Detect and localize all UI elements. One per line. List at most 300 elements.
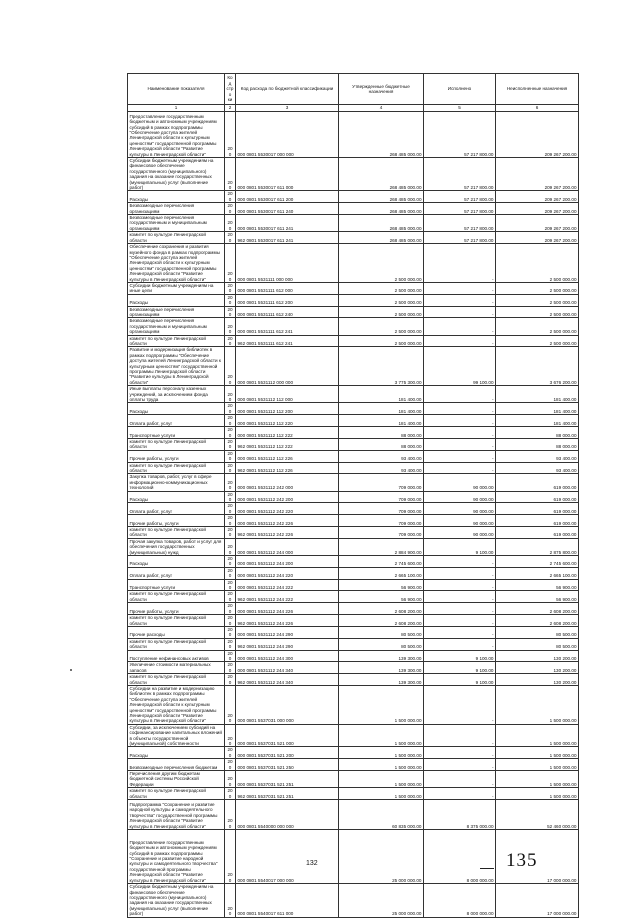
- row-name: Расходы: [128, 747, 225, 759]
- row-executed: 8 000 000.00: [424, 884, 496, 917]
- row-executed: 8 375 000.00: [424, 800, 496, 830]
- column-number: 1: [128, 105, 225, 112]
- row-unexecuted: 2 500 000.00: [496, 306, 579, 318]
- row-kbk: 000 0801 5531112 112 220: [236, 415, 339, 427]
- row-executed: 99 100.00: [424, 347, 496, 386]
- table-row: [128, 112, 579, 158]
- row-name: Развитие и модернизация библиотек в рамках подпрограммы "Обеспечение доступа жителей Ленинградской области к культурным ценностям" государственной программы Ленинградской области "Развитие культуры в Ленинградской области": [128, 347, 225, 386]
- row-line-code: 200: [225, 579, 236, 591]
- row-line-code: 200: [225, 450, 236, 462]
- row-executed: -: [424, 415, 496, 427]
- row-executed: -: [424, 591, 496, 603]
- row-kbk: 000 0801 5531112 244 222: [236, 579, 339, 591]
- row-executed: -: [424, 282, 496, 294]
- row-line-code: 200: [225, 438, 236, 450]
- row-name: Поступление нефинансовых активов: [128, 650, 225, 662]
- row-approved: 56 900.00: [339, 591, 424, 603]
- table-row: [128, 603, 579, 615]
- row-kbk: 962 0801 5531112 244 340: [236, 674, 339, 686]
- row-line-code: 200: [225, 347, 236, 386]
- row-name: Оплата работ, услуг: [128, 567, 225, 579]
- row-unexecuted: 2 875 800.00: [496, 538, 579, 555]
- table-row: [128, 567, 579, 579]
- row-unexecuted: 52 460 000.00: [496, 800, 579, 830]
- row-line-code: 200: [225, 800, 236, 830]
- row-line-code: 200: [225, 662, 236, 674]
- row-executed: 57 217 800.00: [424, 232, 496, 244]
- row-line-code: 200: [225, 567, 236, 579]
- table-row: [128, 747, 579, 759]
- row-approved: 2 884 900.00: [339, 538, 424, 555]
- row-name: комитет по культуре Ленинградской области: [128, 462, 225, 474]
- row-name: комитет по культуре Ленинградской области: [128, 788, 225, 800]
- table-row: [128, 491, 579, 503]
- table-row: [128, 438, 579, 450]
- row-approved: 1 500 000.00: [339, 771, 424, 788]
- table-row: [128, 674, 579, 686]
- row-approved: 709 000.00: [339, 527, 424, 539]
- row-executed: 90 000.00: [424, 474, 496, 491]
- row-kbk: 000 0801 5531112 112 226: [236, 450, 339, 462]
- table-row: [128, 306, 579, 318]
- row-unexecuted: 619 000.00: [496, 515, 579, 527]
- row-line-code: 200: [225, 650, 236, 662]
- row-line-code: 200: [225, 830, 236, 884]
- column-number-row: [128, 105, 579, 112]
- row-executed: 57 217 800.00: [424, 191, 496, 203]
- table-row: [128, 335, 579, 347]
- row-line-code: 200: [225, 427, 236, 439]
- row-kbk: 000 0801 5531112 244 290: [236, 626, 339, 638]
- row-line-code: 200: [225, 771, 236, 788]
- table-row: [128, 615, 579, 627]
- row-executed: 90 000.00: [424, 503, 496, 515]
- row-unexecuted: 88 000.00: [496, 438, 579, 450]
- row-executed: -: [424, 759, 496, 771]
- footer-dash: [480, 868, 494, 869]
- row-unexecuted: 209 267 200.00: [496, 232, 579, 244]
- row-kbk: 962 0801 5531112 242 226: [236, 527, 339, 539]
- row-unexecuted: 1 500 000.00: [496, 724, 579, 747]
- row-kbk: 000 0801 5530017 611 241: [236, 215, 339, 232]
- row-executed: -: [424, 603, 496, 615]
- row-approved: 2 500 000.00: [339, 335, 424, 347]
- row-approved: 25 000 000.00: [339, 884, 424, 917]
- row-line-code: 200: [225, 788, 236, 800]
- row-kbk: 000 0801 5540017 611 000: [236, 884, 339, 917]
- table-row: [128, 515, 579, 527]
- row-executed: 9 100.00: [424, 650, 496, 662]
- table-row: [128, 759, 579, 771]
- row-kbk: 000 0801 5531111 612 241: [236, 318, 339, 335]
- row-unexecuted: 93 400.00: [496, 450, 579, 462]
- row-name: Оплата работ, услуг: [128, 415, 225, 427]
- row-line-code: 200: [225, 112, 236, 158]
- row-unexecuted: 1 500 000.00: [496, 685, 579, 724]
- row-name: Обеспечение сохранения и развития музейного фонда в рамках подпрограммы "Обеспечение доступа жителей Ленинградской области к культурным ценностям" государственной программы Ленинградской области "Развитие культуры в Ленинградской области": [128, 244, 225, 283]
- row-kbk: 000 0801 5531112 112 000: [236, 386, 339, 403]
- row-approved: 80 500.00: [339, 626, 424, 638]
- row-kbk: 000 0801 5531112 112 222: [236, 427, 339, 439]
- table-row: [128, 527, 579, 539]
- header-approved: Утвержденные бюджетные назначения: [339, 74, 424, 105]
- row-unexecuted: 80 500.00: [496, 626, 579, 638]
- row-approved: 88 000.00: [339, 427, 424, 439]
- table-row: [128, 203, 579, 215]
- row-kbk: 000 0801 5530017 611 240: [236, 203, 339, 215]
- row-approved: 3 775 300.00: [339, 347, 424, 386]
- row-line-code: 200: [225, 685, 236, 724]
- row-kbk: 000 0801 5540000 000 000: [236, 800, 339, 830]
- row-executed: 9 100.00: [424, 674, 496, 686]
- row-name: комитет по культуре Ленинградской области: [128, 674, 225, 686]
- row-name: Субсидии бюджетным учреждениям на финансовое обеспечение государственного (муниципального) задания на оказание государственных (муниципальных) услуг (выполнение работ): [128, 884, 225, 917]
- row-name: Безвозмездные перечисления государственным и муниципальным организациям: [128, 215, 225, 232]
- table-row: [128, 626, 579, 638]
- table-row: [128, 191, 579, 203]
- row-executed: -: [424, 438, 496, 450]
- row-name: Субсидии, за исключением субсидий на софинансирование капитальных вложений в объекты государственной (муниципальной) собственности: [128, 724, 225, 747]
- table-row: [128, 771, 579, 788]
- row-unexecuted: 619 000.00: [496, 474, 579, 491]
- row-name: Транспортные услуги: [128, 427, 225, 439]
- row-unexecuted: 2 500 000.00: [496, 244, 579, 283]
- row-executed: -: [424, 294, 496, 306]
- row-line-code: 200: [225, 191, 236, 203]
- row-executed: -: [424, 306, 496, 318]
- handwritten-page-number: 135: [506, 850, 538, 871]
- row-approved: 139 300.00: [339, 674, 424, 686]
- row-executed: 90 000.00: [424, 491, 496, 503]
- row-unexecuted: 209 267 200.00: [496, 112, 579, 158]
- row-executed: -: [424, 685, 496, 724]
- row-executed: -: [424, 724, 496, 747]
- row-name: Безвозмездные перечисления государственным и муниципальным организациям: [128, 318, 225, 335]
- row-line-code: 200: [225, 747, 236, 759]
- row-name: Субсидии на развитие и модернизацию библиотек в рамках подпрограммы "Обеспечение доступа жителей Ленинградской области к культурным ценностям" государственной программы Ленинградской области "Развитие культуры в Ленинградской области": [128, 685, 225, 724]
- row-unexecuted: 130 200.00: [496, 662, 579, 674]
- row-unexecuted: 3 676 200.00: [496, 347, 579, 386]
- row-name: Прочие расходы: [128, 626, 225, 638]
- row-unexecuted: 619 000.00: [496, 527, 579, 539]
- row-approved: 268 485 000.00: [339, 203, 424, 215]
- row-kbk: 962 0801 5531112 112 226: [236, 462, 339, 474]
- row-approved: 709 000.00: [339, 515, 424, 527]
- row-name: Расходы: [128, 294, 225, 306]
- row-kbk: 962 0801 5531112 244 226: [236, 615, 339, 627]
- row-unexecuted: 181 400.00: [496, 386, 579, 403]
- row-line-code: 200: [225, 203, 236, 215]
- row-line-code: 200: [225, 294, 236, 306]
- row-kbk: 000 0801 5531112 242 220: [236, 503, 339, 515]
- row-approved: 2 500 000.00: [339, 318, 424, 335]
- table-row: [128, 244, 579, 283]
- column-number: 6: [496, 105, 579, 112]
- row-name: Безвозмездные перечисления организациям: [128, 306, 225, 318]
- row-approved: 1 500 000.00: [339, 724, 424, 747]
- row-unexecuted: 130 200.00: [496, 650, 579, 662]
- row-executed: 57 217 800.00: [424, 158, 496, 191]
- row-kbk: 000 0801 5531111 612 000: [236, 282, 339, 294]
- row-name: Подпрограмма "Сохранение и развитие народной культуры и самодеятельного творчества" государственной программы Ленинградской области "Развитие культуры в Ленинградской области": [128, 800, 225, 830]
- column-number: 4: [339, 105, 424, 112]
- row-name: Прочие работы, услуги: [128, 450, 225, 462]
- table-row: [128, 403, 579, 415]
- row-line-code: 200: [225, 527, 236, 539]
- table-row: [128, 800, 579, 830]
- row-line-code: 200: [225, 386, 236, 403]
- row-line-code: 200: [225, 282, 236, 294]
- row-unexecuted: 80 500.00: [496, 638, 579, 650]
- row-unexecuted: 209 267 200.00: [496, 215, 579, 232]
- budget-execution-table: [127, 73, 579, 918]
- column-number: 3: [236, 105, 339, 112]
- row-name: Предоставление государственным бюджетным и автономным учреждениям субсидий в рамках подпрограммы "Обеспечение доступа жителей Ленинградской области к культурным ценностям" государственной программы Ленинградской области "Развитие культуры в Ленинградской области": [128, 112, 225, 158]
- row-line-code: 200: [225, 491, 236, 503]
- row-line-code: 200: [225, 232, 236, 244]
- row-unexecuted: 2 608 200.00: [496, 615, 579, 627]
- row-kbk: 000 0801 5531112 244 200: [236, 556, 339, 568]
- table-row: [128, 415, 579, 427]
- row-name: Перечисления другим бюджетам бюджетной системы Российской Федерации: [128, 771, 225, 788]
- row-kbk: 000 0801 5531112 244 226: [236, 603, 339, 615]
- row-kbk: 000 0801 5531111 000 000: [236, 244, 339, 283]
- row-kbk: 000 0801 5531112 112 200: [236, 403, 339, 415]
- row-name: Прочая закупка товаров, работ и услуг для обеспечения государственных (муниципальных) нужд: [128, 538, 225, 555]
- row-name: Прочие работы, услуги: [128, 515, 225, 527]
- row-kbk: 000 0801 5537031 521 200: [236, 747, 339, 759]
- row-unexecuted: 93 400.00: [496, 462, 579, 474]
- header-unexecuted: Неисполненные назначения: [496, 74, 579, 105]
- row-unexecuted: 619 000.00: [496, 503, 579, 515]
- row-kbk: 000 0801 5531112 242 000: [236, 474, 339, 491]
- table-row: [128, 503, 579, 515]
- row-kbk: 000 0801 5531111 612 240: [236, 306, 339, 318]
- header-line-code: Код стро ки: [225, 74, 236, 105]
- row-line-code: 200: [225, 318, 236, 335]
- row-unexecuted: 1 500 000.00: [496, 759, 579, 771]
- row-line-code: 200: [225, 503, 236, 515]
- table-row: [128, 215, 579, 232]
- row-kbk: 000 0801 5531112 244 300: [236, 650, 339, 662]
- row-line-code: 200: [225, 603, 236, 615]
- row-executed: -: [424, 462, 496, 474]
- row-unexecuted: 2 500 000.00: [496, 294, 579, 306]
- table-row: [128, 318, 579, 335]
- table-row: [128, 724, 579, 747]
- row-kbk: 962 0801 5537031 521 251: [236, 788, 339, 800]
- row-executed: 90 000.00: [424, 527, 496, 539]
- row-executed: -: [424, 556, 496, 568]
- row-executed: -: [424, 638, 496, 650]
- row-unexecuted: 2 500 000.00: [496, 318, 579, 335]
- row-name: Субсидии бюджетным учреждениям на финансовое обеспечение государственного (муниципального) задания на оказание государственных (муниципальных) услуг (выполнение работ): [128, 158, 225, 191]
- table-row: [128, 884, 579, 917]
- row-approved: 709 000.00: [339, 503, 424, 515]
- table-row: [128, 158, 579, 191]
- row-name: Закупка товаров, работ, услуг в сфере информационно-коммуникационных технологий: [128, 474, 225, 491]
- table-row: [128, 538, 579, 555]
- table-row: [128, 462, 579, 474]
- row-line-code: 200: [225, 538, 236, 555]
- row-line-code: 200: [225, 403, 236, 415]
- row-line-code: 200: [225, 591, 236, 603]
- row-approved: 139 300.00: [339, 662, 424, 674]
- table-row: [128, 650, 579, 662]
- table-row: [128, 282, 579, 294]
- row-approved: 268 485 000.00: [339, 112, 424, 158]
- row-unexecuted: 209 267 200.00: [496, 158, 579, 191]
- row-line-code: 200: [225, 158, 236, 191]
- row-unexecuted: 88 000.00: [496, 427, 579, 439]
- row-approved: 709 000.00: [339, 474, 424, 491]
- table-row: [128, 232, 579, 244]
- row-unexecuted: 181 400.00: [496, 415, 579, 427]
- row-name: Прочие работы, услуги: [128, 603, 225, 615]
- row-unexecuted: 209 267 200.00: [496, 203, 579, 215]
- row-name: Безвозмездные перечисления бюджетам: [128, 759, 225, 771]
- row-approved: 2 500 000.00: [339, 306, 424, 318]
- row-kbk: 962 0801 5531112 244 290: [236, 638, 339, 650]
- row-name: Иные выплаты персоналу казенных учреждений, за исключением фонда оплаты труда: [128, 386, 225, 403]
- row-executed: 9 100.00: [424, 662, 496, 674]
- row-executed: -: [424, 567, 496, 579]
- row-kbk: 000 0801 5531112 244 220: [236, 567, 339, 579]
- row-kbk: 000 0801 5530017 611 200: [236, 191, 339, 203]
- row-kbk: 000 0801 5531112 242 226: [236, 515, 339, 527]
- column-number: 5: [424, 105, 496, 112]
- row-approved: 1 500 000.00: [339, 759, 424, 771]
- row-line-code: 200: [225, 306, 236, 318]
- row-line-code: 200: [225, 515, 236, 527]
- row-executed: -: [424, 788, 496, 800]
- row-kbk: 000 0801 5540017 000 000: [236, 830, 339, 884]
- row-kbk: 962 0801 5531112 244 222: [236, 591, 339, 603]
- row-name: комитет по культуре Ленинградской области: [128, 232, 225, 244]
- row-name: Транспортные услуги: [128, 579, 225, 591]
- row-approved: 2 500 000.00: [339, 282, 424, 294]
- row-kbk: 000 0801 5537031 521 250: [236, 759, 339, 771]
- row-executed: -: [424, 450, 496, 462]
- row-approved: 60 835 000.00: [339, 800, 424, 830]
- table-row: [128, 474, 579, 491]
- row-executed: -: [424, 244, 496, 283]
- row-approved: 93 400.00: [339, 450, 424, 462]
- row-unexecuted: 209 267 200.00: [496, 191, 579, 203]
- row-kbk: 000 0801 5530017 611 000: [236, 158, 339, 191]
- row-executed: 57 217 800.00: [424, 112, 496, 158]
- row-executed: -: [424, 747, 496, 759]
- row-approved: 2 500 000.00: [339, 294, 424, 306]
- row-approved: 2 665 100.00: [339, 567, 424, 579]
- row-approved: 2 745 600.00: [339, 556, 424, 568]
- row-approved: 1 500 000.00: [339, 685, 424, 724]
- row-executed: 8 000 000.00: [424, 830, 496, 884]
- row-unexecuted: 56 900.00: [496, 591, 579, 603]
- row-kbk: 000 0801 5531112 242 200: [236, 491, 339, 503]
- row-executed: -: [424, 626, 496, 638]
- row-approved: 80 500.00: [339, 638, 424, 650]
- row-executed: -: [424, 427, 496, 439]
- row-executed: 57 217 800.00: [424, 203, 496, 215]
- row-kbk: 000 0801 5531111 612 200: [236, 294, 339, 306]
- header-name: Наименование показателя: [128, 74, 225, 105]
- row-name: Расходы: [128, 556, 225, 568]
- row-approved: 2 608 200.00: [339, 615, 424, 627]
- row-approved: 88 000.00: [339, 438, 424, 450]
- row-line-code: 200: [225, 215, 236, 232]
- row-line-code: 200: [225, 474, 236, 491]
- row-line-code: 200: [225, 759, 236, 771]
- table-row: [128, 556, 579, 568]
- row-approved: 268 485 000.00: [339, 215, 424, 232]
- header-row: [128, 74, 579, 105]
- header-kbk: Код расхода по бюджетной классификации: [236, 74, 339, 105]
- row-unexecuted: 2 500 000.00: [496, 335, 579, 347]
- row-kbk: 962 0801 5531111 612 241: [236, 335, 339, 347]
- row-executed: -: [424, 615, 496, 627]
- row-line-code: 200: [225, 884, 236, 917]
- row-line-code: 200: [225, 615, 236, 627]
- row-approved: 181 400.00: [339, 386, 424, 403]
- row-executed: 9 100.00: [424, 538, 496, 555]
- row-approved: 181 400.00: [339, 415, 424, 427]
- row-unexecuted: 1 500 000.00: [496, 747, 579, 759]
- row-executed: -: [424, 579, 496, 591]
- table-row: [128, 788, 579, 800]
- row-name: комитет по культуре Ленинградской области: [128, 438, 225, 450]
- row-line-code: 200: [225, 638, 236, 650]
- row-line-code: 200: [225, 724, 236, 747]
- table-row: [128, 347, 579, 386]
- row-kbk: 000 0801 5537031 521 251: [236, 771, 339, 788]
- row-approved: 709 000.00: [339, 491, 424, 503]
- table-row: [128, 662, 579, 674]
- row-line-code: 200: [225, 556, 236, 568]
- row-unexecuted: 2 745 600.00: [496, 556, 579, 568]
- row-unexecuted: 619 000.00: [496, 491, 579, 503]
- row-executed: 57 217 800.00: [424, 215, 496, 232]
- row-line-code: 200: [225, 462, 236, 474]
- header-executed: Исполнено: [424, 74, 496, 105]
- row-line-code: 200: [225, 626, 236, 638]
- row-approved: 181 400.00: [339, 403, 424, 415]
- row-line-code: 200: [225, 335, 236, 347]
- row-kbk: 962 0801 5531112 112 222: [236, 438, 339, 450]
- row-name: комитет по культуре Ленинградской области: [128, 527, 225, 539]
- row-unexecuted: 2 500 000.00: [496, 282, 579, 294]
- row-kbk: 000 0801 5531112 244 340: [236, 662, 339, 674]
- row-kbk: 000 0801 5531112 244 000: [236, 538, 339, 555]
- table-body: [128, 112, 579, 918]
- row-unexecuted: 1 500 000.00: [496, 771, 579, 788]
- row-name: комитет по культуре Ленинградской области: [128, 335, 225, 347]
- table-row: [128, 450, 579, 462]
- row-approved: 268 485 000.00: [339, 191, 424, 203]
- row-line-code: 200: [225, 244, 236, 283]
- row-unexecuted: 17 000 000.00: [496, 830, 579, 884]
- row-approved: 268 485 000.00: [339, 232, 424, 244]
- row-executed: -: [424, 335, 496, 347]
- row-name: Оплата работ, услуг: [128, 503, 225, 515]
- table-row: [128, 685, 579, 724]
- row-executed: -: [424, 403, 496, 415]
- row-approved: 25 000 000.00: [339, 830, 424, 884]
- row-approved: 268 485 000.00: [339, 158, 424, 191]
- row-kbk: 000 0801 5537031 521 000: [236, 724, 339, 747]
- row-unexecuted: 56 900.00: [496, 579, 579, 591]
- row-approved: 56 900.00: [339, 579, 424, 591]
